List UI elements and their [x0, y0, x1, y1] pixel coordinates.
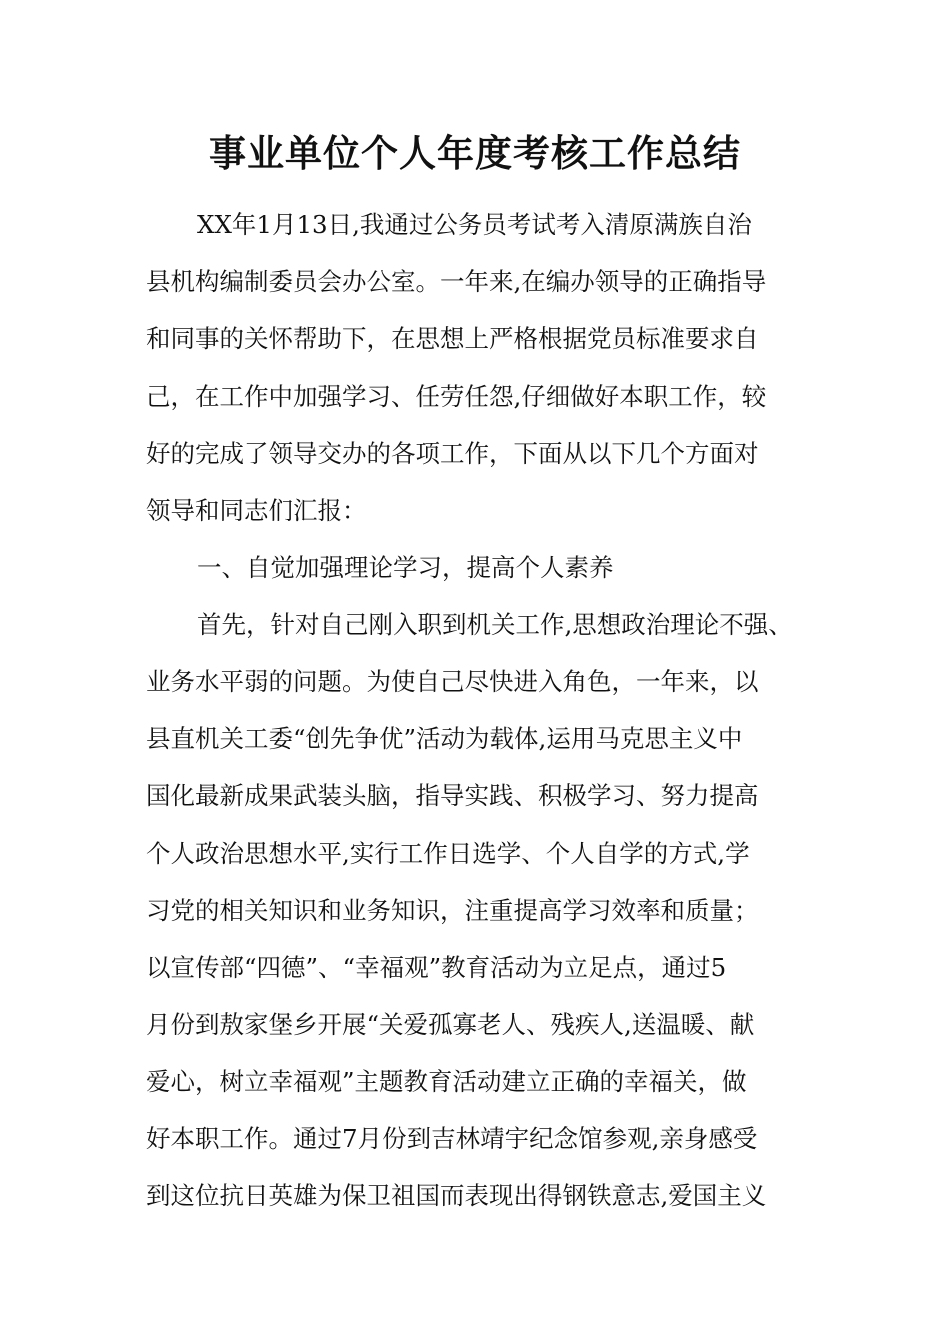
document-title: 事业单位个人年度考核工作总结 — [209, 131, 741, 175]
body-line-14: 以宣传部“四德”、“幸福观”教育活动为立足点，通过5 — [146, 953, 727, 982]
body-line-8: 首先，针对自己刚入职到机关工作,思想政治理论不强、 — [197, 610, 793, 639]
body-line-5: 好的完成了领导交办的各项工作，下面从以下几个方面对 — [146, 439, 759, 468]
body-line-4: 己，在工作中加强学习、任劳任怨,仔细做好本职工作，较 — [146, 382, 767, 411]
body-line-6: 领导和同志们汇报： — [146, 496, 367, 525]
body-line-1: XX年1月13日,我通过公务员考试考入清原满族自治 — [197, 210, 752, 239]
body-line-10: 县直机关工委“创先争优”活动为载体,运用马克思主义中 — [146, 724, 743, 753]
body-line-12: 个人政治思想水平,实行工作日选学、个人自学的方式,学 — [146, 839, 750, 868]
body-line-11: 国化最新成果武装头脑，指导实践、积极学习、努力提高 — [146, 781, 759, 810]
body-line-9: 业务水平弱的问题。为使自己尽快进入角色，一年来，以 — [146, 667, 759, 696]
body-line-17: 好本职工作。通过7月份到吉林靖宇纪念馆参观,亲身感受 — [146, 1124, 758, 1153]
body-line-13: 习党的相关知识和业务知识，注重提高学习效率和质量； — [146, 896, 759, 925]
body-line-3: 和同事的关怀帮助下，在思想上严格根据党员标准要求自 — [146, 324, 759, 353]
body-line-18: 到这位抗日英雄为保卫祖国而表现出得钢铁意志,爱国主义 — [146, 1181, 767, 1210]
body-line-2: 县机构编制委员会办公室。一年来,在编办领导的正确指导 — [146, 267, 767, 296]
body-line-16: 爱心，树立幸福观”主题教育活动建立正确的幸福关，做 — [146, 1067, 747, 1096]
body-line-15: 月份到敖家堡乡开展“关爱孤寡老人、残疾人,送温暖、献 — [146, 1010, 755, 1039]
section-heading-1: 一、自觉加强理论学习，提高个人素养 — [197, 553, 614, 582]
